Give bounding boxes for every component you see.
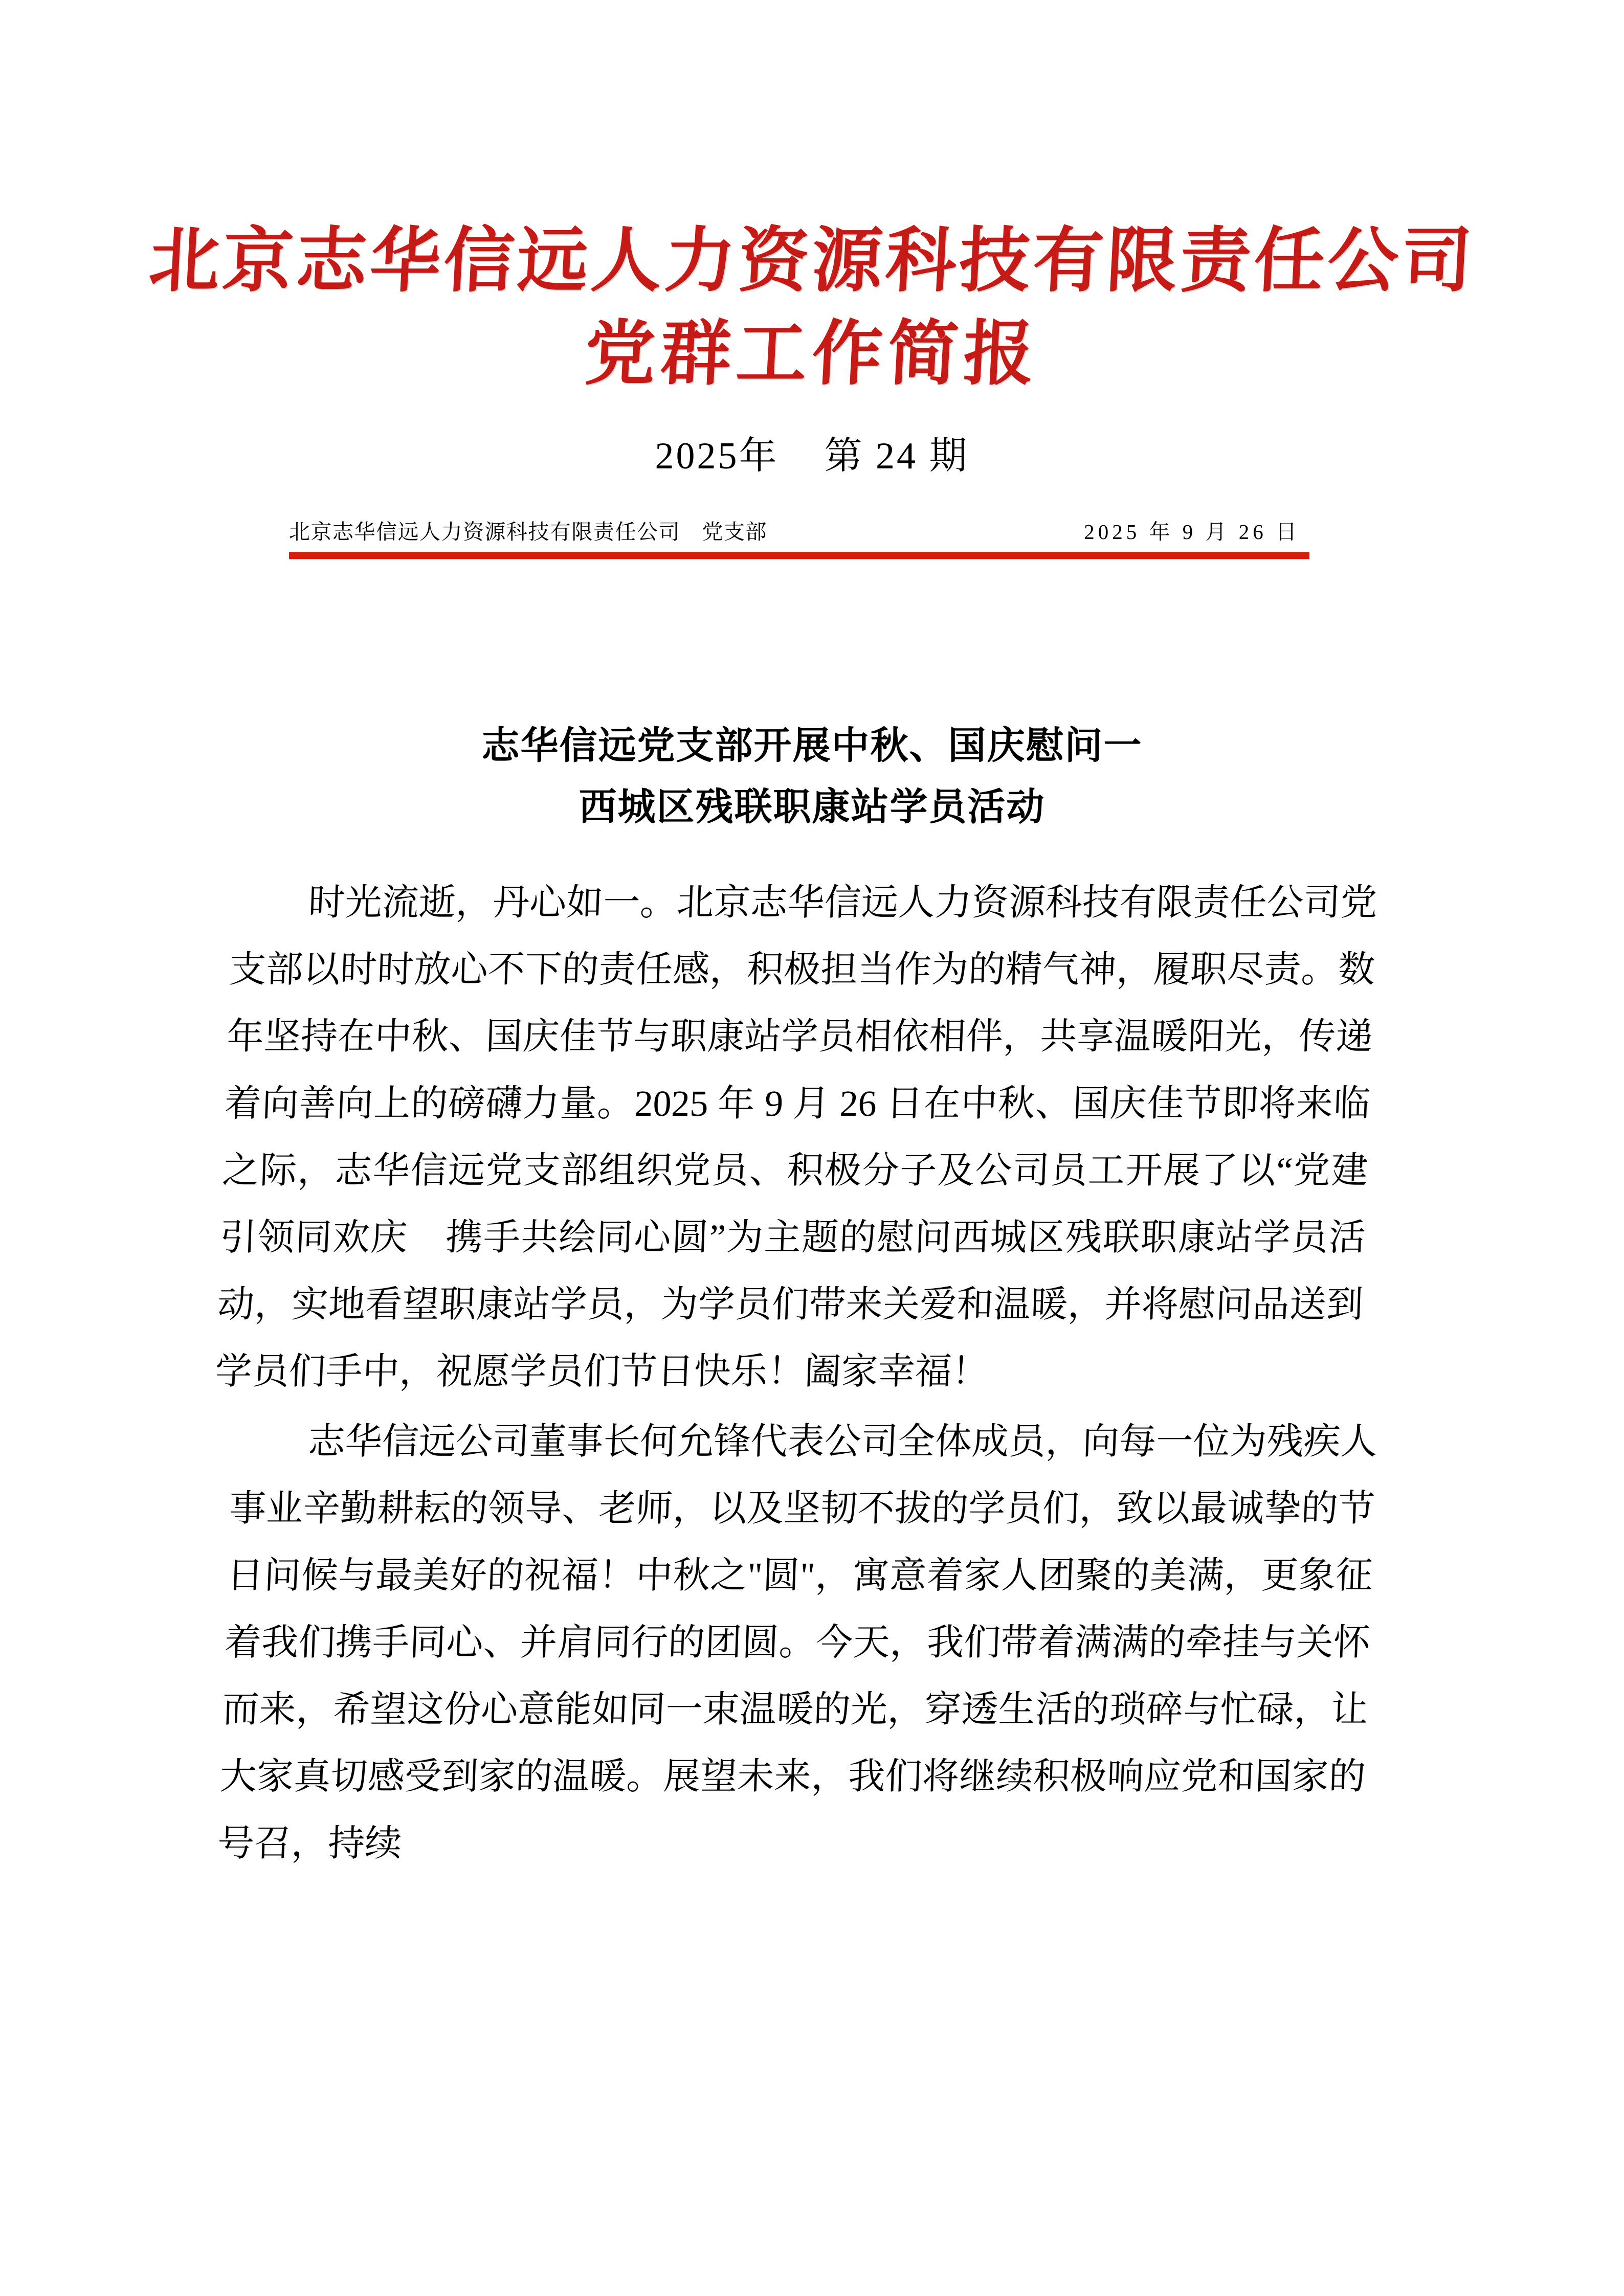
header-red-rule bbox=[289, 552, 1309, 559]
article-paragraph: 志华信远公司董事长何允锋代表公司全体成员，向每一位为残疾人事业辛勤耕耘的领导、老师，以及坚韧不拔的学员们，致以最诚挚的节日问候与最美好的祝福！中秋之"圆"，寓意着家人团聚的美满，更象征着我们携手同心、并肩同行的团圆。今天，我们带着满满的牵挂与关怀而来，希望这份心意能如同一束温暖的光，穿透生活的琐碎与忙碌，让大家真切感受到家的温暖。展望未来，我们将继续积极响应党和国家的号召，持续 bbox=[216, 1421, 1378, 1864]
byline-organization: 北京志华信远人力资源科技有限责任公司 党支部 bbox=[289, 520, 767, 544]
issue-year: 2025年 bbox=[655, 435, 779, 477]
byline-block bbox=[289, 519, 1309, 559]
issue-line bbox=[0, 436, 1624, 477]
masthead-title-line1: 北京志华信远人力资源科技有限责任公司 bbox=[147, 222, 1477, 300]
byline-date: 2025 年 9 月 26 日 bbox=[1084, 520, 1300, 544]
article-heading-line2: 西城区残联职康站学员活动 bbox=[579, 785, 1045, 828]
byline-row bbox=[289, 519, 1309, 552]
article-body bbox=[214, 869, 1378, 1880]
article-heading-line1: 志华信远党支部开展中秋、国庆慰问一 bbox=[481, 724, 1143, 767]
article-paragraph: 时光流逝，丹心如一。北京志华信远人力资源科技有限责任公司党支部以时时放心不下的责任感，积极担当作为的精气神，履职尽责。数年坚持在中秋、国庆佳节与职康站学员相依相伴，共享温暖阳光，传递着向善向上的磅礴力量。2025 年 9 月 26 日在中秋、国庆佳节即将来临之际，志华信远党支部组织党员、积极分子及公司员工开展了以“党建引领同欢庆 携手共绘同心圆”为主题的慰问西城区残联职康站学员活动，实地看望职康站学员，为学员们带来关爱和温暖，并将慰问品送到学员们手中，祝愿学员们节日快乐！阖家幸福！ bbox=[214, 882, 1378, 1392]
article-heading-block bbox=[0, 715, 1624, 838]
masthead bbox=[0, 215, 1624, 401]
issue-number: 第 24 期 bbox=[824, 435, 969, 477]
masthead-title-line2: 党群工作简报 bbox=[583, 315, 1041, 394]
